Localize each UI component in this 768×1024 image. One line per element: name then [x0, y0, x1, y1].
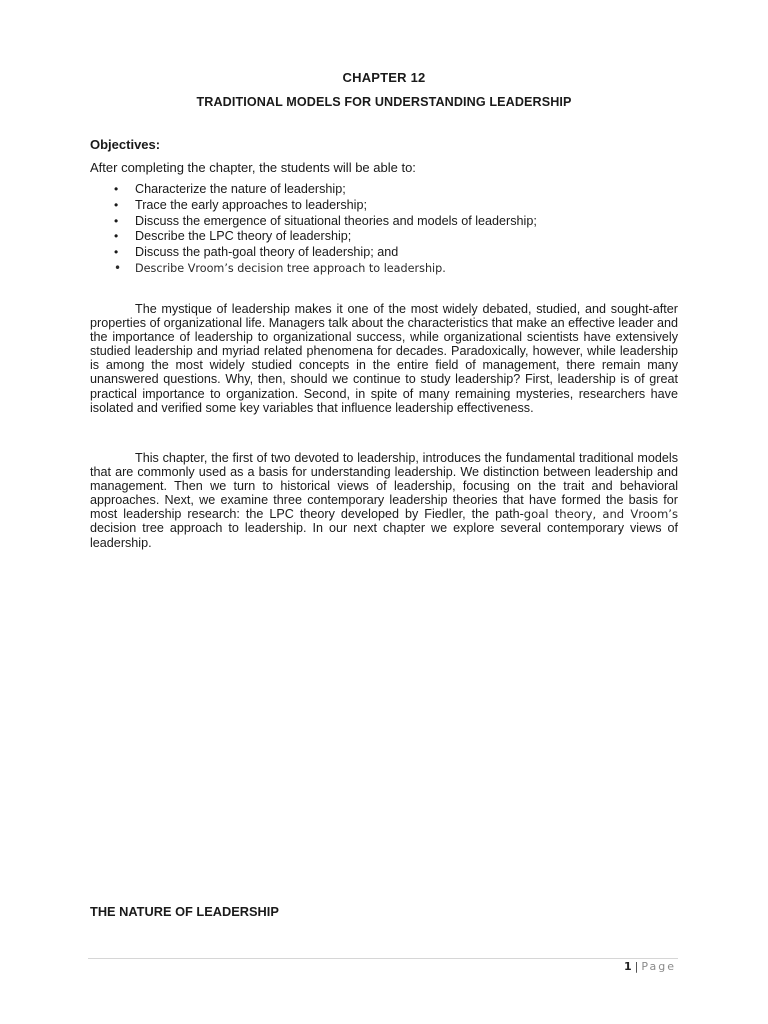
footer-divider: [88, 958, 678, 959]
bullet-icon: •: [114, 245, 119, 260]
page-footer: [624, 960, 676, 973]
bullet-icon: •: [114, 182, 119, 196]
paragraph-2-text-end: decision tree approach to leadership. In our next chapter we explore several contemporary views of leadership.: [90, 521, 678, 550]
chapter-number: CHAPTER 12: [342, 70, 426, 85]
objective-text: Describe Vroom’s decision tree approach to leadership.: [135, 261, 446, 275]
objective-item: [90, 198, 690, 214]
objective-text: Discuss the emergence of situational theories and models of leadership;: [135, 213, 537, 228]
bullet-icon: •: [114, 197, 119, 212]
chapter-title: TRADITIONAL MODELS FOR UNDERSTANDING LEADERSHIP: [196, 95, 572, 109]
paragraph-2-text: This chapter, the first of two devoted to leadership, introduces the fundamental traditional models that are commonly used as a basis for understanding leadership. We distinction between leadership and management. Then we turn to historical views of leadership, focusing on the trait and behavioral approaches. Next, we examine three contemporary leadership theories that have formed the basis for most leadership research: the LPC theory developed by Fiedler, the path-: [90, 451, 678, 522]
bullet-icon: •: [114, 229, 119, 244]
objective-item: [90, 214, 690, 230]
objectives-heading: Objectives:: [90, 137, 161, 152]
objective-item: [90, 245, 690, 261]
page-number: 1: [623, 960, 632, 973]
objective-text: Describe the LPC theory of leadership;: [135, 229, 352, 244]
bullet-icon: •: [114, 260, 122, 275]
page-label: Page: [641, 960, 676, 973]
body-paragraph-2: [90, 451, 678, 550]
objective-text: Discuss the path-goal theory of leadership; and: [135, 245, 399, 260]
section-heading: THE NATURE OF LEADERSHIP: [90, 904, 279, 919]
objective-item: [90, 182, 690, 198]
objectives-intro: After completing the chapter, the students will be able to:: [90, 160, 416, 175]
bullet-icon: •: [114, 213, 119, 228]
objective-item: [90, 261, 690, 277]
footer-separator: |: [634, 960, 639, 973]
objectives-list: [90, 182, 690, 277]
body-paragraph-1: The mystique of leadership makes it one of the most widely debated, studied, and sought-after properties of organizational life. Managers talk about the characteristics that make an effective leader and the importance of leadership to organizational success, while organizational scientists have extensively studied leadership and myriad related phenomena for decades. Paradoxically, however, while leadership is among the most widely studied concepts in the entire field of management, there remain many unanswered questions. Why, then, should we continue to study leadership? First, leadership is of great practical importance to organization. Second, in spite of many remaining mysteries, researchers have isolated and verified some key variables that influence leadership effectiveness.: [90, 302, 678, 415]
objective-text: Trace the early approaches to leadership;: [135, 197, 367, 212]
paragraph-2-alt-font-run: goal theory, and Vroom’s: [523, 507, 678, 522]
objective-item: [90, 229, 690, 245]
objective-text: Characterize the nature of leadership;: [135, 182, 346, 196]
